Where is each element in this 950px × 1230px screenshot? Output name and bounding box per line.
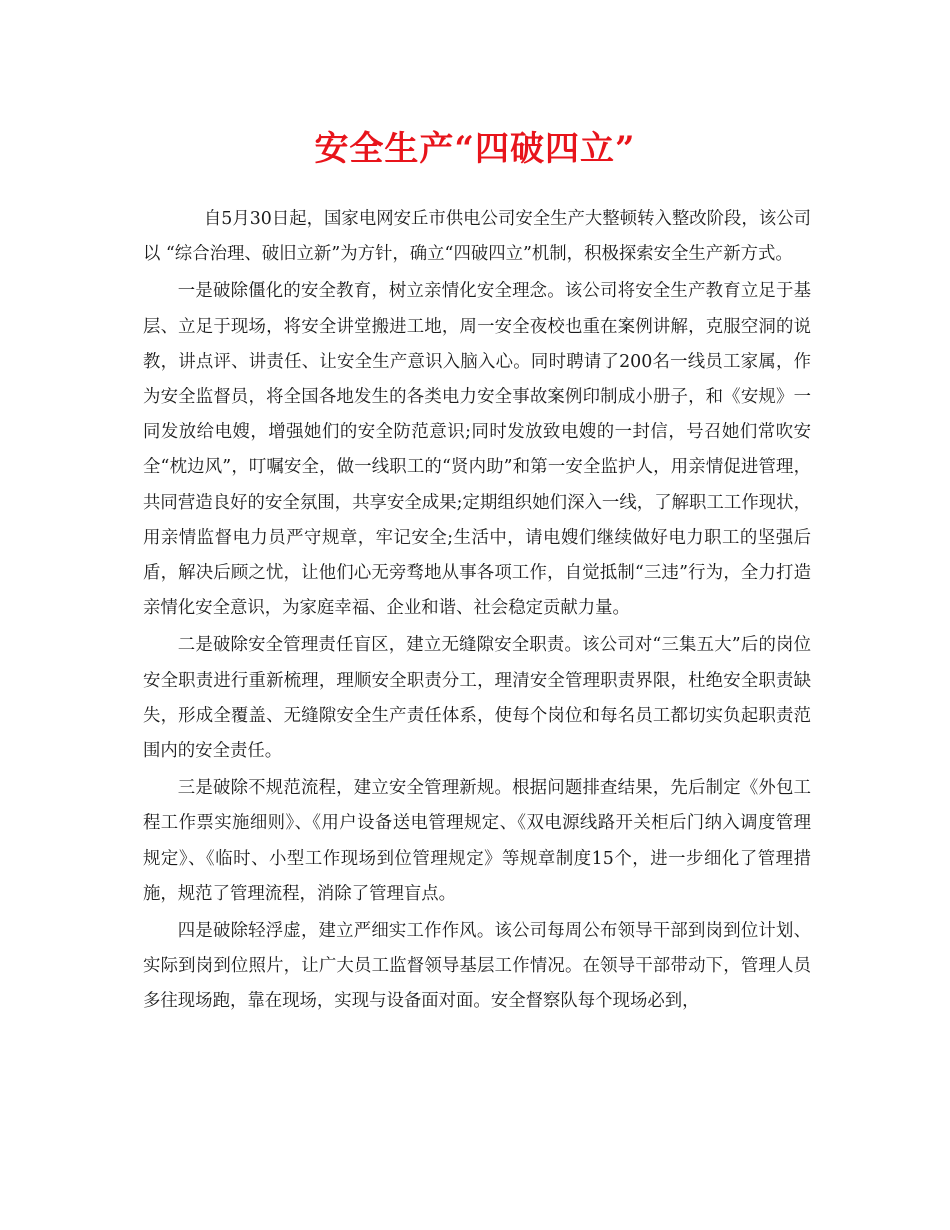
paragraph-point-four: 四是破除轻浮虚，建立严细实工作作风。该公司每周公布领导干部到岗到位计划、实际到岗到位照片，让广大员工监督领导基层工作情况。在领导干部带动下，管理人员多往现场跑，靠在现场，实现与设备面对面。安全督察队每个现场必到， xyxy=(143,921,811,1012)
paragraph-intro: 自5月30日起，国家电网安丘市供电公司安全生产大整顿转入整改阶段，该公司以 “综合治理、破旧立新”为方针，确立“四破四立”机制，积极探索安全生产新方式。 xyxy=(143,209,811,265)
paragraph-point-one: 一是破除僵化的安全教育，树立亲情化安全理念。该公司将安全生产教育立足于基层、立足于现场，将安全讲堂搬进工地，周一安全夜校也重在案例讲解，克服空洞的说教，讲点评、讲责任、让安全生产意识入脑入心。同时聘请了200名一线员工家属，作为安全监督员，将全国各地发生的各类电力安全事故案例印制成小册子，和《安规》一同发放给电嫂，增强她们的安全防范意识;同时发放致电嫂的一封信，号召她们常吹安全“枕边风”，叮嘱安全，做一线职工的“贤内助”和第一安全监护人，用亲情促进管理，共同营造良好的安全氛围，共享安全成果;定期组织她们深入一线，了解职工工作现状，用亲情监督电力员严守规章，牢记安全;生活中，请电嫂们继续做好电力职工的坚强后盾，解决后顾之忧，让他们心无旁骛地从事各项工作，自觉抵制“三违”行为，全力打造亲情化安全意识，为家庭幸福、企业和谐、社会稳定贡献力量。 xyxy=(143,281,811,619)
document-body xyxy=(143,202,811,1022)
paragraph-point-two: 二是破除安全管理责任盲区，建立无缝隙安全职责。该公司对“三集五大”后的岗位安全职责进行重新梳理，理顺安全职责分工，理清安全管理职责界限，杜绝安全职责缺失，形成全覆盖、无缝隙安全生产责任体系，使每个岗位和每名员工都切实负起职责范围内的安全责任。 xyxy=(143,635,811,762)
paragraph-point-three: 三是破除不规范流程，建立安全管理新规。根据问题排查结果，先后制定《外包工程工作票实施细则》、《用户设备送电管理规定、《双电源线路开关柜后门纳入调度管理规定》、《临时、小型工作现场到位管理规定》等规章制度15个，进一步细化了管理措施，规范了管理流程，消除了管理盲点。 xyxy=(143,778,811,904)
document-title: 安全生产“四破四立” xyxy=(314,129,636,169)
